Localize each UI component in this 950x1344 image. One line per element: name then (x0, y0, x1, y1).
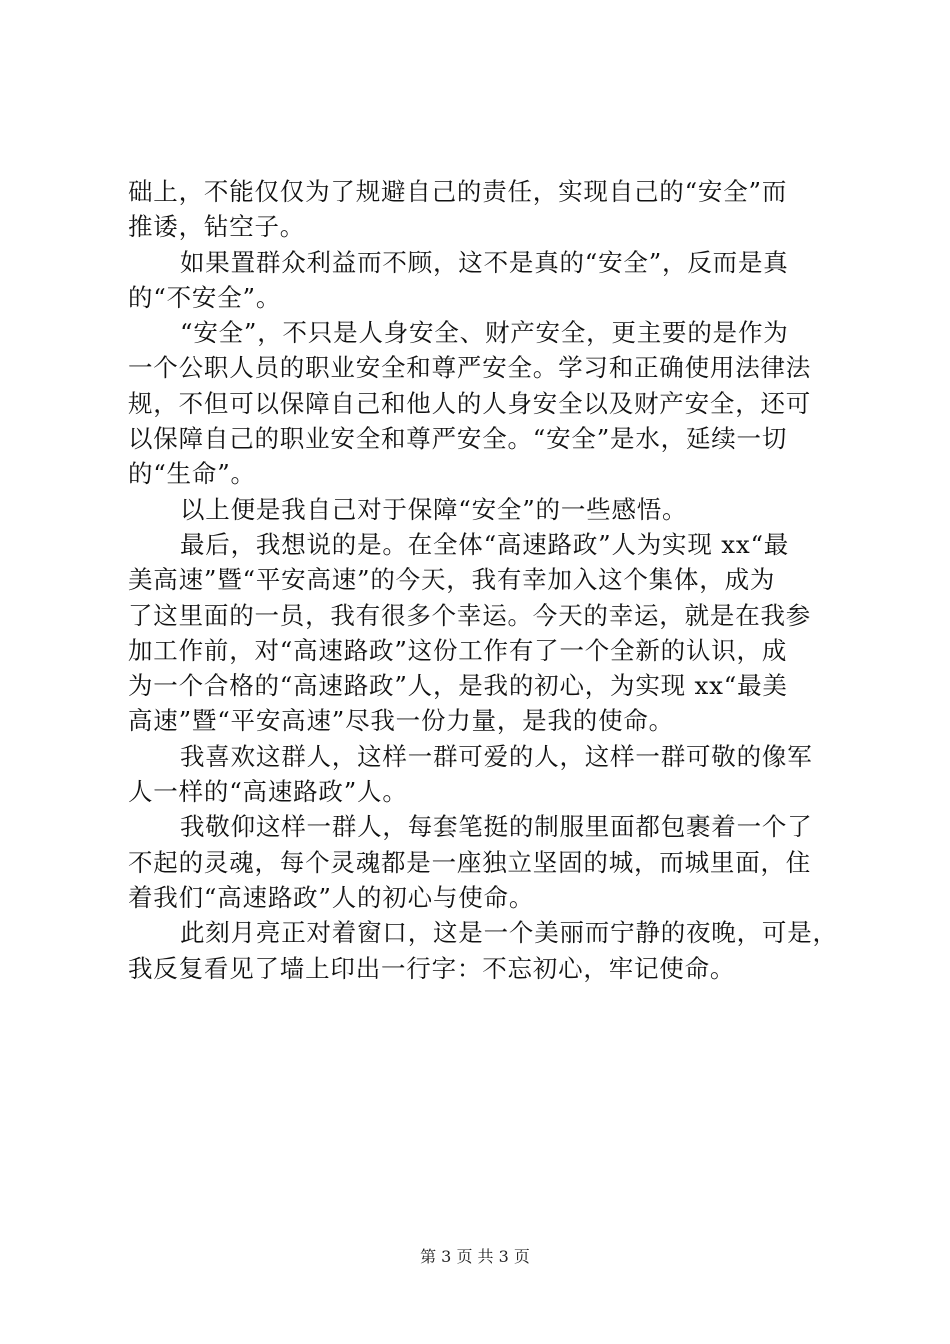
text-line: 我敬仰这样一群人，每套笔挺的制服里面都包裹着一个了 (180, 812, 813, 842)
text-line: 了这里面的一员，我有很多个幸运。今天的幸运，就是在我参 (128, 600, 812, 630)
text-line: 础上，不能仅仅为了规避自己的责任，实现自己的“安全”而 (128, 177, 788, 206)
text-line: 为一个合格的“高速路政”人，是我的初心，为实现 xx“最美 (128, 671, 788, 701)
text-line: 推诿，钻空子。 (128, 212, 306, 242)
text-line: 加工作前，对“高速路政”这份工作有了一个全新的认识，成 (128, 635, 788, 665)
text-line: 最后，我想说的是。在全体“高速路政”人为实现 xx“最 (180, 529, 790, 559)
document-body (128, 174, 838, 986)
text-line: 此刻月亮正对着窗口，这是一个美丽而宁静的夜晚，可是， (180, 918, 838, 948)
text-line: 着我们“高速路政”人的初心与使命。 (128, 882, 535, 912)
text-line: 如果置群众利益而不顾，这不是真的“安全”，反而是真 (180, 247, 789, 277)
text-line: 规，不但可以保障自己和他人的人身安全以及财产安全，还可 (128, 388, 812, 418)
text-line: 不起的灵魂，每个灵魂都是一座独立坚固的城，而城里面，住 (128, 847, 812, 877)
text-line: 人一样的“高速路政”人。 (128, 777, 408, 807)
text-line: 我喜欢这群人，这样一群可爱的人，这样一群可敬的像军 (180, 741, 813, 771)
text-line: 我反复看见了墙上印出一行字：不忘初心，牢记使命。 (128, 953, 736, 983)
text-line: 美高速”暨“平安高速”的今天，我有幸加入这个集体，成为 (128, 565, 776, 595)
text-line: 以上便是我自己对于保障“安全”的一些感悟。 (180, 494, 688, 524)
text-line: 的“生命”。 (128, 459, 256, 489)
text-line: 高速”暨“平安高速”尽我一份力量，是我的使命。 (128, 706, 674, 736)
page-footer: 第 3 页 共 3 页 (420, 1247, 530, 1266)
text-line: 一个公职人员的职业安全和尊严安全。学习和正确使用法律法 (128, 353, 812, 383)
text-line: 以保障自己的职业安全和尊严安全。“安全”是水，延续一切 (128, 424, 788, 454)
text-line: “安全”，不只是人身安全、财产安全，更主要的是作为 (180, 318, 789, 348)
text-line: 的“不安全”。 (128, 282, 282, 312)
